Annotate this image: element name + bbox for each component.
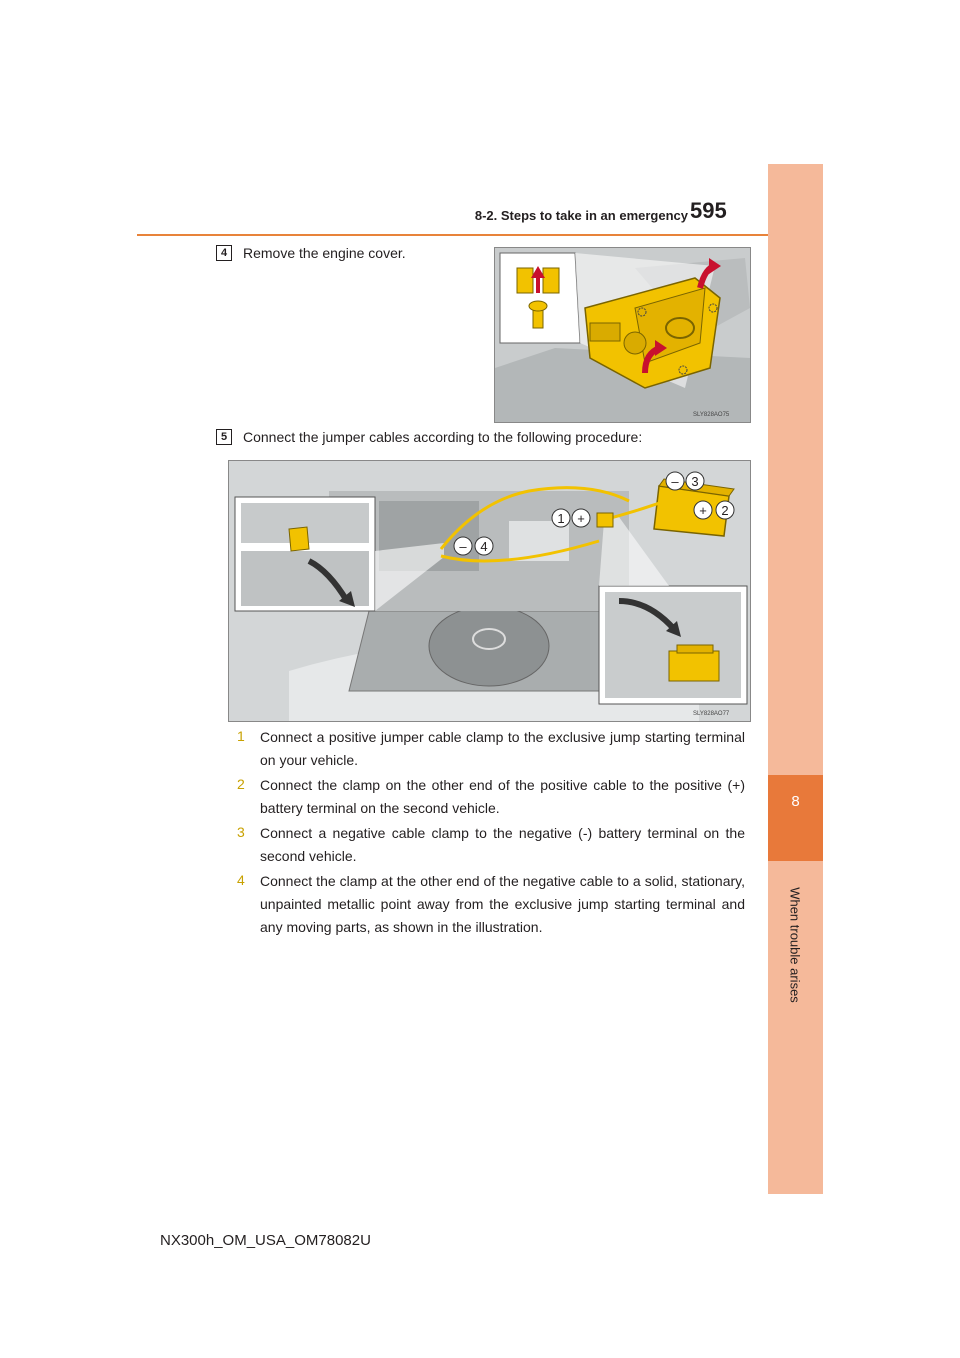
jumper-cable-illustration — [228, 460, 751, 722]
substep-3-text: Connect a negative cable clamp to the negative (-) battery terminal on the second vehicle. — [260, 825, 745, 864]
callout-3-sign: – — [671, 474, 679, 489]
step-5-text: Connect the jumper cables according to the following procedure: — [243, 429, 643, 445]
chapter-label-text: When trouble arises — [787, 887, 803, 1003]
callout-3: 3 — [691, 474, 699, 489]
callout-2: 2 — [721, 503, 729, 518]
step-4-text: Remove the engine cover. — [243, 245, 406, 261]
substep-1-text: Connect a positive jumper cable clamp to the exclusive jump starting terminal on your vehicle. — [260, 729, 745, 768]
callout-1-sign: + — [577, 511, 585, 526]
figure-code-2: SLY828AO77 — [693, 711, 730, 717]
substep-number-1: 1 — [237, 728, 245, 744]
jumper-cable-drawing — [229, 461, 750, 721]
section-title: 8-2. Steps to take in an emergency — [474, 208, 688, 223]
step-number-5: 5 — [216, 429, 232, 445]
substep-number-2: 2 — [237, 776, 245, 792]
side-tab-strip — [768, 164, 823, 1194]
substep-2-text: Connect the clamp on the other end of the positive cable to the positive (+) battery terminal on the second vehicle. — [260, 777, 745, 816]
callout-4-sign: – — [459, 539, 467, 554]
step-number-4: 4 — [216, 245, 232, 261]
document-id: NX300h_OM_USA_OM78082U — [160, 1232, 371, 1249]
header-rule — [137, 234, 823, 236]
figure-code-1: SLY828AO75 — [693, 412, 730, 418]
chapter-label — [780, 887, 810, 1003]
callout-2-sign: + — [699, 503, 707, 518]
chapter-tab — [768, 775, 823, 861]
callout-1: 1 — [557, 511, 565, 526]
substep-number-4: 4 — [237, 872, 245, 888]
engine-cover-illustration — [494, 247, 751, 423]
substep-4-text: Connect the clamp at the other end of the negative cable to a solid, stationary, unpainted metallic point away from the exclusive jump starting terminal and any moving parts, as shown in the illustration. — [260, 873, 745, 935]
chapter-number: 8 — [791, 793, 800, 810]
callout-4: 4 — [480, 539, 488, 554]
page-number: 595 — [690, 198, 727, 223]
substep-number-3: 3 — [237, 824, 245, 840]
engine-cover-drawing — [495, 248, 750, 422]
